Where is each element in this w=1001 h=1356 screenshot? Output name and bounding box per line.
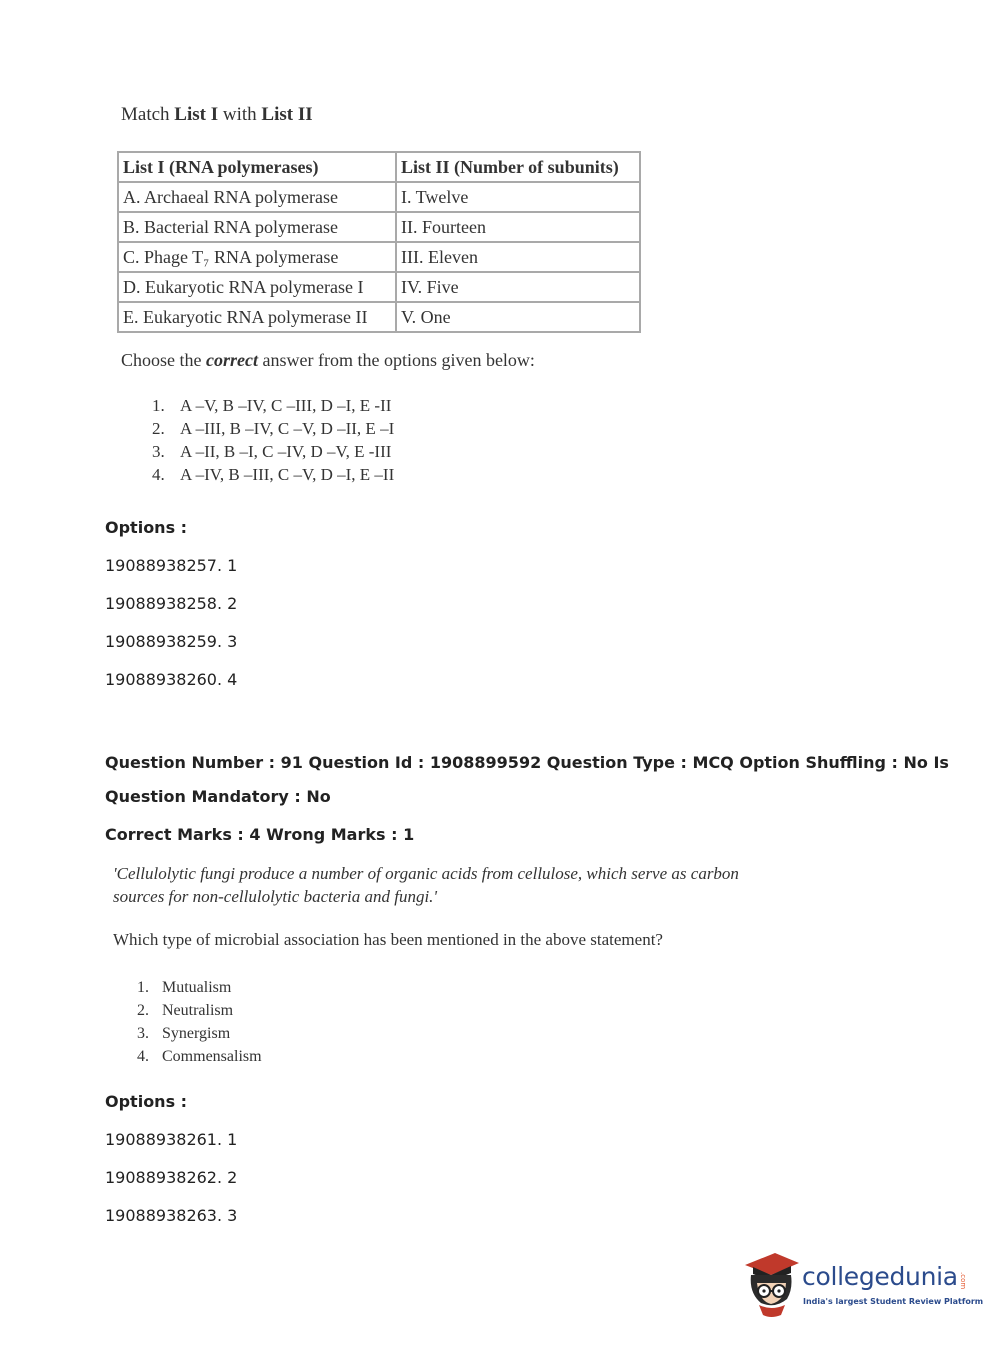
table-row (118, 182, 640, 212)
table-cell: A. Archaeal RNA polymerase (118, 182, 396, 212)
table-cell: I. Twelve (396, 182, 640, 212)
question-prompt: Which type of microbial association has been mentioned in the above statement? (113, 930, 663, 949)
option-item: 19088938263. 3 (105, 1206, 238, 1225)
table-cell: D. Eukaryotic RNA polymerase I (118, 272, 396, 302)
table-header-row (118, 152, 640, 182)
match-instruction: Match List I with List II (121, 104, 313, 125)
table-cell: C. Phage T₇ RNA polymerase (118, 242, 396, 272)
list-item: 2. A –III, B –IV, C –V, D –II, E –I (152, 419, 395, 438)
options-label: Options : (105, 518, 188, 537)
answer-choice-list (137, 976, 262, 1068)
table-header-list2: List II (Number of subunits) (396, 152, 640, 182)
table-row (118, 212, 640, 242)
choose-instruction: Choose the correct answer from the options given below: (121, 350, 535, 370)
question-header-cont: Question Mandatory : No (105, 787, 331, 806)
list-item: 1. Mutualism (137, 979, 232, 996)
table-row (118, 242, 640, 272)
table-cell: II. Fourteen (396, 212, 640, 242)
brand-logo: collegedunia (802, 1262, 958, 1291)
list-item: 3. A –II, B –I, C –IV, D –V, E -III (152, 442, 392, 461)
option-item: 19088938258. 2 (105, 594, 238, 613)
table-header-list1: List I (RNA polymerases) (118, 152, 396, 182)
table-cell: E. Eukaryotic RNA polymerase II (118, 302, 396, 332)
option-item: 19088938260. 4 (105, 670, 238, 689)
question-header: Question Number : 91 Question Id : 1908899592 Question Type : MCQ Option Shuffling : No Is (105, 753, 949, 772)
option-item: 19088938261. 1 (105, 1130, 238, 1149)
table-cell: III. Eleven (396, 242, 640, 272)
options-label: Options : (105, 1092, 188, 1111)
table-row (118, 302, 640, 332)
list-item: 4. A –IV, B –III, C –V, D –I, E –II (152, 465, 395, 484)
table-cell: IV. Five (396, 272, 640, 302)
option-item: 19088938262. 2 (105, 1168, 238, 1187)
list-item: 3. Synergism (137, 1025, 231, 1042)
marks-line: Correct Marks : 4 Wrong Marks : 1 (105, 825, 415, 844)
list-item: 1. A –V, B –IV, C –III, D –I, E -II (152, 396, 392, 415)
list-item: 4. Commensalism (137, 1048, 262, 1065)
question-quote: 'Cellulolytic fungi produce a number of organic acids from cellulose, which serve as carbon sources for non-cellulolytic bacteria and fungi.' (113, 864, 739, 906)
list-item: 2. Neutralism (137, 1002, 234, 1019)
collegedunia-mascot-icon (741, 1249, 803, 1321)
brand-suffix: .com (959, 1272, 967, 1290)
option-item: 19088938259. 3 (105, 632, 238, 651)
table-cell: V. One (396, 302, 640, 332)
match-table (117, 151, 641, 333)
answer-choice-list (152, 394, 394, 486)
table-row (118, 272, 640, 302)
brand-tagline: India's largest Student Review Platform (803, 1297, 984, 1306)
option-item: 19088938257. 1 (105, 556, 238, 575)
table-cell: B. Bacterial RNA polymerase (118, 212, 396, 242)
